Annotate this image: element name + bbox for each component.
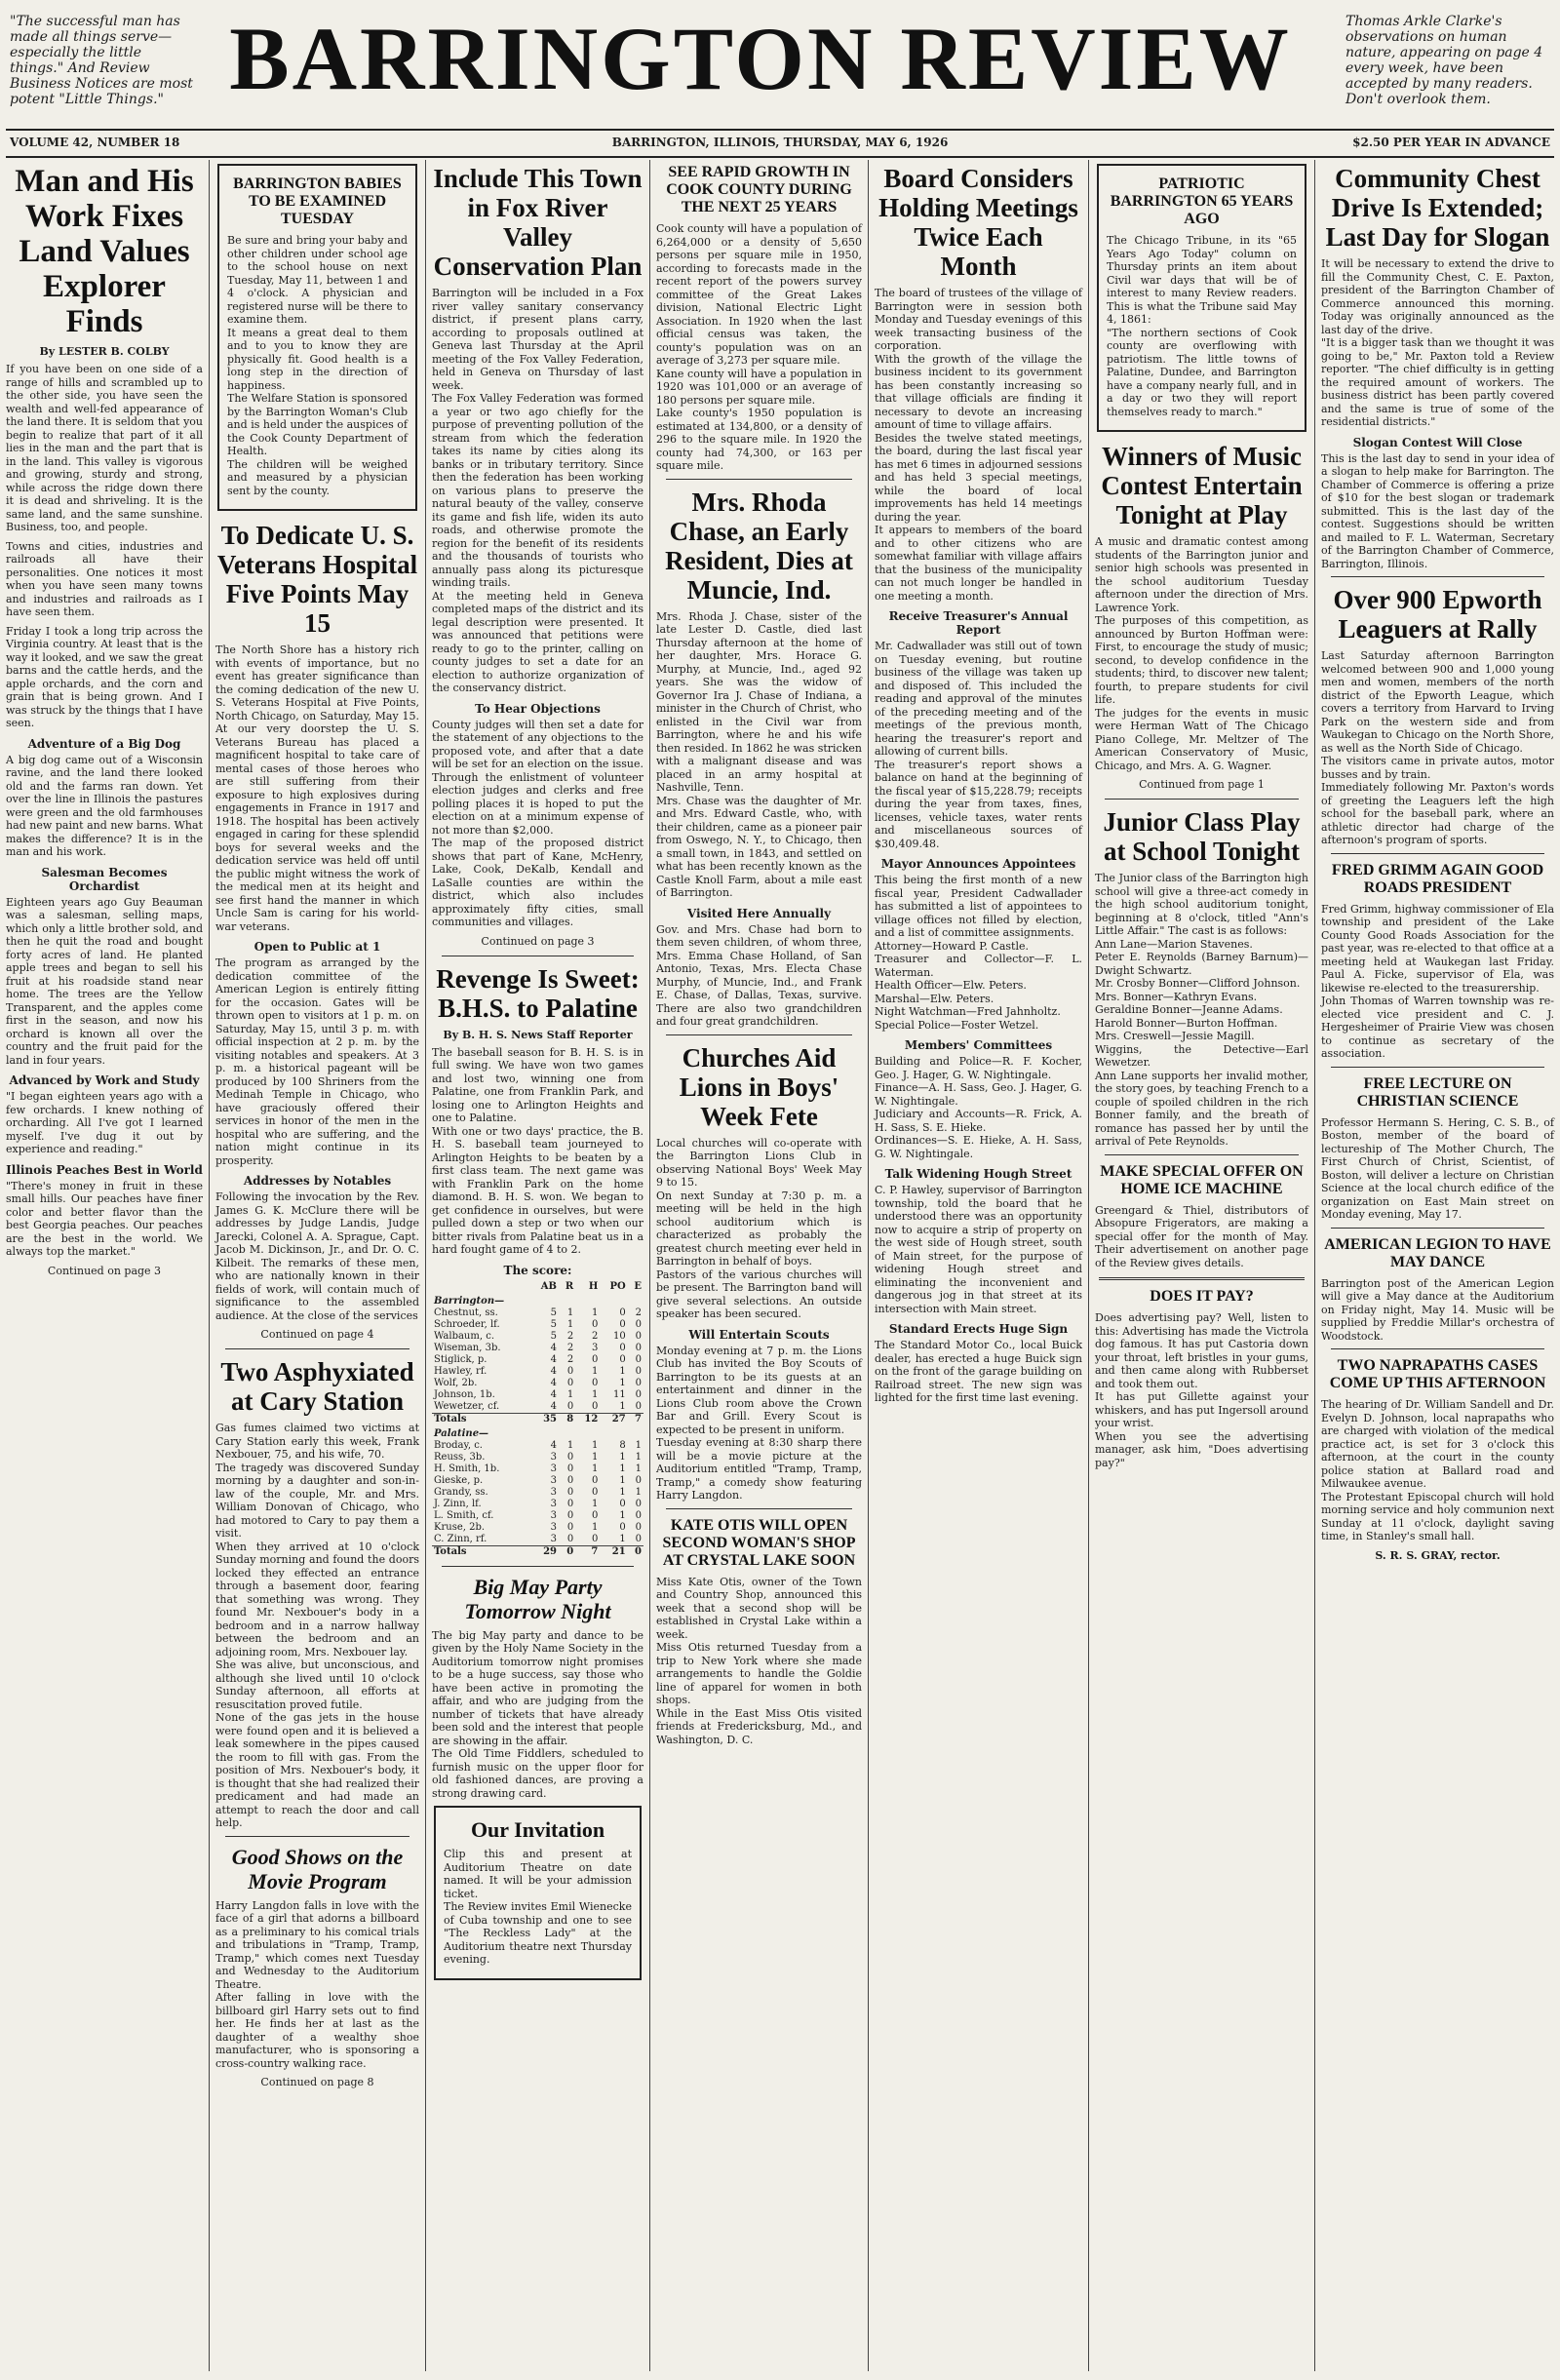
box-score-cell: 0	[635, 1365, 642, 1377]
box-score-cell: 12	[575, 1413, 600, 1425]
subheading: Visited Here Annually	[686, 906, 832, 920]
article-paragraph: The program as arranged by the dedication committee of the American Legion is entirely fitting for the occasion. Gates will be thrown open to visitors at 1 p. m. on Saturday, May 15, until 3 p. m. with official inspection at 2 p. m. by the visiting notables and speakers. At 3 p. m. a historical pageant will be produced by 100 Shriners from the Medinah Temple in Chicago, who have graciously offered their services in honor of the men in the hospital who are suffering, and the nation might continue in its prosperity.	[215, 956, 419, 1167]
totals-row	[432, 1413, 644, 1425]
box-score-cell: 0	[566, 1365, 574, 1377]
box-score-cell: 0	[619, 1342, 626, 1353]
player-row	[432, 1331, 644, 1343]
box-score-cell: 0	[591, 1400, 599, 1412]
team-name: Barrington—	[434, 1295, 505, 1307]
box-score-cell: 1	[619, 1365, 626, 1377]
article-paragraph: Greengard & Thiel, distributors of Absopure Frigerators, are making a special offer for the month of May. Their advertisement on another page of the Review gives details.	[1095, 1203, 1308, 1269]
box-score-cell: 3	[550, 1533, 557, 1544]
dateline-bar	[6, 129, 1554, 158]
article-paragraph: The board of trustees of the village of Barrington were in session both Monday and Tuesday evenings of this week transacting business of the corporation. With the growth of the village the business incident to its government has been constantly increasing so that village officials are finding it necessary to devote an increasing amount of time to village affairs. Besides the twelve stated meetings, the board, during the last fiscal year has met 6 times in adjourned sessions and has held 3 special meetings, while the board of local improvements has held 14 meetings during the year. It appears to members of the board and to other citizens who are somewhat familiar with village affairs that the business of the municipality can not much longer be handled in one meeting a month.	[875, 287, 1082, 603]
box-score-cell: 1	[635, 1486, 642, 1498]
subheading: Receive Treasurer's Annual Report	[888, 609, 1069, 637]
article-paragraph: C. P. Hawley, supervisor of Barrington township, told the board that he understood there was an opportunity now to acquire a strip of property on the west side of Hough street, south of Main street, for the purpose of widening Hough street and eliminating the inconvenient and dangerous jog in that street at its intersection with Main street.	[875, 1184, 1082, 1315]
article-paragraph: The Junior class of the Barrington high school will give a three-act comedy in the high school auditorium tonight, beginning at 8 o'clock, titled "Ann's Little Affair." The cast is as follows: Ann Lane—Marion Stavenes. Peter E. Reynolds (Barney Barnum)—Dwight Schwartz. Mr. Crosby Bonner—Clifford Johnson. Mrs. Bonner—Kathryn Evans. Geraldine Bonner—Jeanne Adams. Harold Bonner—Burton Hoffman. Mrs. Creswell—Jessie Magill. Wiggins, the Detective—Earl Wewetzer. Ann Lane supports her invalid mother, the story goes, by teaching French to a couple of spoiled children in the rich Bonner family, and the breath of romance has passed her by until the arrival of Pete Reynolds.	[1095, 872, 1308, 1148]
divider	[442, 1566, 634, 1567]
box-score-cell: 11	[612, 1388, 626, 1400]
box-score-cell: 0	[635, 1377, 642, 1388]
article-paragraph: It will be necessary to extend the drive to fill the Community Chest, C. E. Paxton, president of the Barrington Chamber of Commerce announced this morning. Today was originally announced as the last day of the drive. "It is a bigger task than we thought it was going to be," Mr. Paxton told a Review reporter. "The chief difficulty is in getting the required amount of workers. The business district has been partly covered and the same is true of some of the residential districts."	[1321, 257, 1554, 428]
article-paragraph: The Standard Motor Co., local Buick dealer, has erected a huge Buick sign on the front of the garage building on Railroad street. The new sign was lighted for the first time last evening.	[875, 1339, 1082, 1404]
headline-legion-dance: AMERICAN LEGION TO HAVE MAY DANCE	[1324, 1235, 1551, 1270]
box-score-cell: 0	[591, 1353, 599, 1365]
player-row	[432, 1499, 644, 1510]
box-score-cell: 1	[591, 1521, 599, 1533]
box-score-cell: 21	[600, 1545, 627, 1558]
byline: By B. H. S. News Staff Reporter	[443, 1028, 633, 1041]
box-score-cell: 2	[566, 1342, 574, 1353]
box-score-cell: 3	[550, 1451, 557, 1463]
box-score-cell: Walbaum, c.	[434, 1330, 494, 1342]
player-row	[432, 1366, 644, 1378]
team-name: Palatine—	[434, 1427, 489, 1439]
subscription-price: $2.50 PER YEAR IN ADVANCE	[1352, 136, 1550, 149]
box-score-cell: 0	[566, 1474, 574, 1486]
box-score-cell: 1	[619, 1451, 626, 1463]
box-score-cell: 2	[591, 1330, 599, 1342]
box-score-cell: 3	[550, 1463, 557, 1474]
headline-community-chest: Community Chest Drive Is Extended; Last Day for Slogan	[1325, 164, 1550, 252]
box-score-cell: 0	[566, 1498, 574, 1509]
player-row	[432, 1307, 644, 1319]
box-score-team-row	[432, 1425, 644, 1440]
box-score-caption: The score:	[503, 1263, 572, 1277]
headline-kate-otis: KATE OTIS WILL OPEN SECOND WOMAN'S SHOP AT CRYSTAL LAKE SOON	[662, 1516, 856, 1569]
column-1	[0, 160, 209, 2371]
subheading: Mayor Announces Appointees	[880, 857, 1076, 871]
box-score-cell: 0	[619, 1521, 626, 1533]
divider	[1331, 853, 1544, 854]
box-score-cell: 3	[550, 1521, 557, 1533]
article-paragraph: Eighteen years ago Guy Beauman was a salesman, selling maps, which only a little brother sold, and then he quit the road and bought forty acres of land. He planted apple trees and began to sell his fruit at his roadside stand near home. The trees are the Yellow Transparent, and the apples come first in the season, and now his orchard is known all over the country and the fruit paid for the land in four years.	[6, 895, 203, 1067]
subheading: Slogan Contest Will Close	[1352, 435, 1523, 449]
totals-row	[432, 1545, 644, 1558]
article-paragraph: Towns and cities, industries and railroads all have their personalities. One notices it most when you have seen many towns and industries and railroads as I have seen them.	[6, 539, 203, 618]
article-paragraph: Friday I took a long trip across the Virginia country. At least that is the way it looked, and we saw the great barns and the cattle herds, and the apple orchards, and the corn and grain that is being grown. And I was struck by the things that I have seen.	[6, 624, 203, 729]
box-score-cell: 1	[566, 1388, 574, 1400]
box-text: Be sure and bring your baby and other children under school age to the school house on next Tuesday, May 11, between 1 and 4 o'clock. A physician and registered nurse will be there to examine them. It means a great deal to them and to you to know they are physically fit. Good health is a long step in the direction of happiness. The Welfare Station is sponsored by the Barrington Woman's Club and is held under the auspices of the Cook County Department of Health. The children will be weighed and measured by a physician sent by the county.	[227, 234, 408, 497]
article-paragraph: "There's money in fruit in these small hills. Our peaches have finer color and better flavor than the best Georgia peaches. Our peaches are the best in the world. We always top the market."	[6, 1179, 203, 1258]
box-score-cell: 3	[550, 1474, 557, 1486]
article-paragraph: This being the first month of a new fiscal year, President Cadwallader has submitted a list of appointees to village offices not filled by election, and a list of committee assignments. Attorney—Howard P. Castle. Treasurer and Collector—F. L. Waterman. Health Officer—Elw. Peters. Marshal—Elw. Peters. Night Watchman—Fred Jahnholtz. Special Police—Foster Wetzel.	[875, 874, 1082, 1032]
player-row	[432, 1319, 644, 1331]
box-score-cell: 3	[550, 1498, 557, 1509]
box-score-cell: 5	[550, 1307, 557, 1318]
subheading: Standard Erects Huge Sign	[888, 1322, 1069, 1336]
article-paragraph: Barrington will be included in a Fox river valley sanitary conservancy district, if present plans carry, according to proposals outlined at Geneva last Thursday at the April meeting of the Fox Valley Federation, held in Geneva on Thursday of last week. The Fox Valley Federation was formed a year or two ago chiefly for the purpose of preventing pollution of the stream from which the federation takes its name by cities along its banks or in tributary territory. Since then the federation has been working on various plans to preserve the natural beauty of the valley, conserve its game and fish life, widen its auto roads, and otherwise promote the region for the benefit of its residents and the thousands of tourists who annually pass along its picturesque winding trails. At the meeting held in Geneva completed maps of the district and its legal description were presented. It was announced that petitions were ready to go to the printer, calling on county judges to set a date for an election to authorize organization of the conservancy district.	[432, 287, 644, 694]
box-score-cell: Broday, c.	[434, 1439, 483, 1451]
subheading: Adventure of a Big Dog	[27, 736, 181, 751]
box-score-body	[432, 1293, 644, 1558]
article-paragraph: Gov. and Mrs. Chase had born to them seven children, of whom three, Mrs. Emma Chase Holland, of San Antonio, Texas, Mrs. Electa Chase Murphy, of Muncie, Ind., and Frank E. Chase, of Dallas, Texas, survive. There are also two grandchildren and four great grandchildren.	[656, 922, 862, 1028]
right-ear-note: Thomas Arkle Clarke's observations on human nature, appearing on page 4 every week, have been accepted by many readers. Don't overlook them.	[1346, 14, 1543, 107]
box-score-cell: 29	[531, 1545, 559, 1558]
box-score-cell: 4	[550, 1400, 557, 1412]
box-score-cell: 0	[635, 1400, 642, 1412]
article-paragraph: The baseball season for B. H. S. is in full swing. We have won two games and lost two, winning one from Palatine, one from Franklin Park, and losing one to Arlington Heights and one to Palatine. With one or two days' practice, the B. H. S. baseball team journeyed to Arlington Heights to be beaten by a first class team. The next game was with Franklin Park on the home diamond. B. H. S. won. We began to get confidence in ourselves, but were pulled down a step or two when our bitter rivals from Palatine beat us in a hard fought game of 4 to 2.	[432, 1045, 644, 1256]
player-row	[432, 1534, 644, 1546]
box-score-cell: Kruse, 2b.	[434, 1521, 486, 1533]
newspaper-title: BARRINGTON REVIEW	[229, 9, 1292, 108]
headline-may-party: Big May Party Tomorrow Night	[464, 1574, 611, 1623]
box-score-cell: 0	[566, 1451, 574, 1463]
box-score-cell: Hawley, rf.	[434, 1365, 488, 1377]
divider	[666, 1508, 852, 1509]
box-score-cell: 0	[635, 1353, 642, 1365]
box-title: BARRINGTON BABIES TO BE EXAMINED TUESDAY	[233, 176, 402, 227]
box-score-cell: 0	[619, 1353, 626, 1365]
box-score-cell: 0	[635, 1474, 642, 1486]
box-score-cell: 35	[531, 1413, 559, 1425]
box-score-cell: 4	[550, 1439, 557, 1451]
box-score-cell: 1	[591, 1307, 599, 1318]
box-score-cell: 2	[635, 1307, 642, 1318]
box-score-cell: Stiglick, p.	[434, 1353, 488, 1365]
column-5	[868, 160, 1088, 2371]
box-title: PATRIOTIC BARRINGTON 65 YEARS AGO	[1110, 176, 1294, 227]
player-row	[432, 1440, 644, 1452]
article-paragraph: County judges will then set a date for the statement of any objections to the proposed vote, and after that a date will be set for an election on the issue. Through the enlistment of volunteer election judges and clerks and free polling places it is hoped to put the election on at a minimum expense of not more than $2,000. The map of the proposed district shows that part of Kane, McHenry, Lake, Cook, DeKalb, Kendall and LaSalle counties are within the district, which also includes approximately fifty cities, small communities and villages.	[432, 718, 644, 928]
box-score-cell: 0	[635, 1509, 642, 1521]
divider	[1099, 1277, 1305, 1280]
box-score-column-header: R	[565, 1280, 574, 1292]
box-score-cell: 0	[635, 1533, 642, 1544]
article-paragraph: Professor Hermann S. Hering, C. S. B., of Boston, member of the board of lectureship of The Mother Church, The First Church of Christ, Scientist, of Boston, will deliver a lecture on Christian Science at the local church edifice of the organization on East Main street on Monday evening, May 17.	[1321, 1115, 1554, 1221]
box-score-cell: 0	[635, 1318, 642, 1330]
box-score-cell: 0	[619, 1498, 626, 1509]
box-score-cell: Wolf, 2b.	[434, 1377, 478, 1388]
box-score-column-header	[432, 1281, 531, 1293]
box-score-cell: 7	[575, 1545, 600, 1558]
box-score-cell: 1	[591, 1463, 599, 1474]
box-score-cell: 1	[619, 1474, 626, 1486]
headline-churches-lions: Churches Aid Lions in Boys' Week Fete	[679, 1042, 839, 1131]
player-row	[432, 1354, 644, 1366]
column-3	[425, 160, 649, 2371]
headline-rhoda-chase: Mrs. Rhoda Chase, an Early Resident, Dies at Muncie, Ind.	[665, 487, 853, 605]
box-score-team-row	[432, 1293, 644, 1307]
column-2	[209, 160, 425, 2371]
box-score-cell: 1	[635, 1463, 642, 1474]
headline-board-meetings: Board Considers Holding Meetings Twice Each Month	[878, 164, 1078, 281]
article-paragraph: Miss Kate Otis, owner of the Town and Country Shop, announced this week that a second shop will be established in Crystal Lake within a week. Miss Otis returned Tuesday from a trip to New York where she made arrangements to handle the Goldie line of apparel for women in both shops. While in the East Miss Otis visited friends at Fredericksburg, Md., and Washington, D. C.	[656, 1575, 862, 1746]
box-score-cell: 1	[591, 1451, 599, 1463]
article-paragraph: The big May party and dance to be given by the Holy Name Society in the Auditorium tomorrow night promises to be a huge success, say those who have been active in promoting the affair, and who are judging from the number of tickets that have already been sold and the interest that people are showing in the affair. The Old Time Fiddlers, scheduled to furnish music on the upper floor for old fashioned dances, are proving a strong drawing card.	[432, 1628, 644, 1800]
box-score-cell: Gieske, p.	[434, 1474, 484, 1486]
headline-naprapaths: TWO NAPRAPATHS CASES COME UP THIS AFTERNOON	[1329, 1357, 1546, 1391]
byline: By LESTER B. COLBY	[39, 345, 170, 358]
article-paragraph: "I began eighteen years ago with a few orchards. I knew nothing of orcharding. All I've got I learned myself. I've dug it out by experience and reading."	[6, 1090, 203, 1155]
article-paragraph: A music and dramatic contest among students of the Barrington junior and senior high schools was presented in the school auditorium Tuesday afternoon under the direction of Mrs. Lawrence York. The purposes of this competition, as announced by Burton Hoffman were: First, to encourage the study of music; second, to develop confidence in the students; third, to discover new talent; fourth, to prepare students for civil life. The judges for the events in music were Herman Watt of The Chicago Piano College, Mr. Meltzer of The American Conservatory of Music, Chicago, and Mrs. A. G. Wagner.	[1095, 535, 1308, 772]
player-row	[432, 1389, 644, 1401]
box-score-cell: 3	[550, 1486, 557, 1498]
player-row	[432, 1475, 644, 1487]
box-score-cell: Chestnut, ss.	[434, 1307, 498, 1318]
volume-number: VOLUME 42, NUMBER 18	[10, 136, 180, 149]
baseball-box-score	[432, 1281, 644, 1558]
box-score-cell: 0	[559, 1545, 575, 1558]
box-score-cell: 3	[591, 1342, 599, 1353]
box-score-cell: 0	[591, 1377, 599, 1388]
player-row	[432, 1378, 644, 1389]
box-score-cell: Totals	[432, 1413, 531, 1425]
divider	[1105, 1154, 1299, 1155]
box-score-cell: 2	[566, 1330, 574, 1342]
box-score-cell: 0	[591, 1474, 599, 1486]
article-paragraph: Mrs. Rhoda J. Chase, sister of the late Lester D. Castle, died last Thursday afternoon at the home of her daughter, Mrs. Horace G. Murphy, at Muncie, Ind., aged 92 years. She was the widow of Governor Ira J. Chase of Indiana, a minister in the Church of Christ, who enlisted in the Civil war from Barrington, where he and his wife then resided. In 1862 he was stricken with a malignant disease and was placed in an army hospital at Nashville, Tenn. Mrs. Chase was the daughter of Mr. and Mrs. Edward Castle, who, with their children, came as a pioneer pair from Oswego, N. Y., to Chicago, then a small town, in 1843, and settled on what has been recently known as the Castle Knoll Farm, about a mile east of Barrington.	[656, 609, 862, 899]
divider	[1331, 1348, 1544, 1349]
article-paragraph: Last Saturday afternoon Barrington welcomed between 900 and 1,000 young men and women, members of the north district of the Epworth League, which covers a territory from Harvard to Irving Park on the western side and from Waukegan to Chicago on the North Shore, as well as the North Side of Chicago. The visitors came in private autos, motor busses and by train. Immediately following Mr. Paxton's words of greeting the Leaguers left the high school for the baseball park, where an athletic director had charge of the afternoon's program of sports.	[1321, 649, 1554, 846]
headline-bhs-palatine: Revenge Is Sweet: B.H.S. to Palatine	[436, 963, 640, 1023]
box-score-cell: 4	[550, 1353, 557, 1365]
headline-movie-program: Good Shows on the Movie Program	[231, 1844, 404, 1893]
box-score-cell: 27	[600, 1413, 627, 1425]
box-score-cell: 1	[619, 1377, 626, 1388]
box-score-cell: 0	[619, 1318, 626, 1330]
box-score-cell: 1	[591, 1365, 599, 1377]
article-paragraph: Mr. Cadwallader was still out of town on Tuesday evening, but routine business of the village was taken up and disposed of. This included the reading and approval of the minutes of the preceding meeting and of the meetings of the previous month, hearing the treasurer's report and allowing of current bills. The treasurer's report shows a balance on hand at the beginning of the fiscal year of $15,228.79; receipts during the year from taxes, fines, licenses, vehicle taxes, water rents and miscellaneous sources of $30,409.48.	[875, 640, 1082, 850]
headline-christian-science: FREE LECTURE ON CHRISTIAN SCIENCE	[1356, 1074, 1519, 1110]
box-score-cell: 7	[628, 1413, 644, 1425]
box-score-cell: 10	[612, 1330, 626, 1342]
box-score-cell: 1	[635, 1439, 642, 1451]
article-paragraph: Fred Grimm, highway commissioner of Ela township and president of the Lake County Good Roads Association for the past year, was re-elected to that office at a meeting held at Waukegan last Friday. Paul A. Ficke, supervisor of Ela, was likewise re-elected to the treasurership. John Thomas of Warren township was re-elected vice president and C. J. Hergesheimer of Prairie View was chosen to continue as secretary of the association.	[1321, 902, 1555, 1060]
box-score-column-header: AB	[540, 1280, 557, 1292]
subheading: Will Entertain Scouts	[688, 1327, 830, 1342]
box-score-cell: 4	[550, 1342, 557, 1353]
box-score-column-header: H	[588, 1280, 599, 1292]
box-score-cell: 0	[566, 1463, 574, 1474]
headline-ice-machine: MAKE SPECIAL OFFER ON HOME ICE MACHINE	[1100, 1162, 1304, 1197]
column-4	[649, 160, 868, 2371]
box-score-cell: 0	[566, 1486, 574, 1498]
divider	[225, 1836, 410, 1837]
divider	[225, 1348, 410, 1349]
box-score-cell: 8	[619, 1439, 626, 1451]
player-row	[432, 1522, 644, 1534]
invitation-box	[434, 1806, 642, 1980]
headline-asphyxiated: Two Asphyxiated at Cary Station	[220, 1357, 414, 1416]
player-row	[432, 1452, 644, 1463]
box-score-cell: 2	[566, 1353, 574, 1365]
box-score-cell: C. Zinn, rf.	[434, 1533, 488, 1544]
article-paragraph: If you have been on one side of a range of hills and scrambled up to the other side, you have seen the wealth and well-fed appearance of the land there. It is seldom that you begin to realize that part of it all lies in the man and the part that is in the land. This valley is vigorous and growing, sturdy and strong, while across the ridge down there it is dead and shriveling. It is the same land, and the same sunshine. Business, too, and people.	[6, 363, 203, 533]
subheading: Salesman Becomes Orchardist	[41, 865, 168, 893]
box-score-cell: Schroeder, lf.	[434, 1318, 500, 1330]
box-score-cell: 1	[619, 1533, 626, 1544]
signature: S. R. S. GRAY, rector.	[1375, 1548, 1501, 1562]
box-score-cell: 0	[566, 1377, 574, 1388]
box-score-cell: 1	[619, 1463, 626, 1474]
subheading: Illinois Peaches Best in World	[6, 1162, 203, 1177]
headline-junior-class-play: Junior Class Play at School Tonight	[1103, 807, 1301, 866]
box-score-cell: 0	[566, 1533, 574, 1544]
headline-epworth-leaguers: Over 900 Epworth Leaguers at Rally	[1333, 585, 1542, 644]
box-score-column-header: E	[634, 1280, 642, 1292]
article-paragraph: Building and Police—R. F. Kocher, Geo. J. Hager, G. W. Nightingale. Finance—A. H. Sass, Geo. J. Hager, G. W. Nightingale. Judiciary and Accounts—R. Frick, A. H. Sass, S. E. Hieke. Ordinances—S. E. Hieke, A. H. Sass, G. W. Nightingale.	[875, 1055, 1082, 1160]
article-paragraph: The North Shore has a history rich with events of importance, but no event has greater significance than the coming dedication of the new U. S. Veterans Hospital at Five Points, North Chicago, on Saturday, May 15. At our very doorstep the U. S. Veterans Bureau has placed a magnificent hospital to take care of mental cases of those heroes who are still suffering from their exposure to high explosives during engagements in France in 1917 and 1918. The hospital has been actively engaged in caring for these splendid boys for several weeks and the dedication service was held off until the public might witness the work of the medical men at its height and see first hand the manner in which Uncle Sam is caring for his world-war veterans.	[215, 644, 419, 933]
box-score-column-header: PO	[609, 1280, 626, 1292]
article-paragraph: Local churches will co-operate with the Barrington Lions Club in observing National Boys' Week May 9 to 15. On next Sunday at 7:30 p. m. a meeting will be held in the high school auditorium which is characterized as probably the greatest church meeting ever held in Barrington in behalf of boys. Pastors of the various churches will be present. The Barrington band will give several selections. An outside speaker has been secured.	[656, 1136, 862, 1320]
box-score-cell: J. Zinn, lf.	[434, 1498, 482, 1509]
article-paragraph: Does advertising pay? Well, listen to this: Advertising has made the Victrola dog famous. It has put Castoria down your throat, left bristles in your gums, and then came along with Rubberset and took them out. It has put Gillette against your whiskers, and has put Ingersoll around your wrist. When you see the advertising manager, ask him, "Does advertising pay?"	[1095, 1311, 1308, 1469]
subheading: Advanced by Work and Study	[9, 1073, 200, 1087]
box-score-cell: 0	[635, 1330, 642, 1342]
continued-note: Continued on page 4	[260, 1328, 374, 1341]
box-score-cell: 1	[619, 1509, 626, 1521]
divider	[1331, 576, 1544, 577]
box-score-cell: 1	[566, 1307, 574, 1318]
headline-land-values: Man and His Work Fixes Land Values Explorer Finds	[15, 164, 194, 339]
box-score-cell: Wewetzer, cf.	[434, 1400, 500, 1412]
box-score-cell: 4	[550, 1365, 557, 1377]
headline-fox-river-valley: Include This Town in Fox River Valley Conservation Plan	[433, 164, 643, 281]
box-score-cell: 0	[619, 1307, 626, 1318]
player-row	[432, 1510, 644, 1522]
box-score-cell: Grandy, ss.	[434, 1486, 488, 1498]
box-score-cell: 1	[591, 1439, 599, 1451]
box-score-cell: 5	[550, 1330, 557, 1342]
player-row	[432, 1343, 644, 1354]
subheading: Members' Committees	[904, 1038, 1053, 1052]
box-score-cell: 0	[566, 1509, 574, 1521]
headline-music-contest: Winners of Music Contest Entertain Tonight at Play	[1101, 442, 1303, 529]
box-score-cell: 5	[550, 1318, 557, 1330]
box-score-cell: Wiseman, 3b.	[434, 1342, 501, 1353]
box-score-cell: Totals	[432, 1545, 531, 1558]
box-score-cell: Johnson, 1b.	[434, 1388, 495, 1400]
box-score-cell: 1	[566, 1439, 574, 1451]
article-paragraph: The hearing of Dr. William Sandell and Dr. Evelyn D. Johnson, local naprapaths who are charged with violation of the medical practice act, is set for 3 o'clock this afternoon, at the court in the county police station at Ballard road and Milwaukee avenue. The Protestant Episcopal church will hold morning service and holy communion next Sunday at 11 o'clock, daylight saving time, in Stanley's small hall.	[1321, 1398, 1554, 1542]
box-score-cell: 0	[635, 1521, 642, 1533]
box-score-cell: 0	[566, 1400, 574, 1412]
article-paragraph: Monday evening at 7 p. m. the Lions Club has invited the Boy Scouts of Barrington to be its guests at an entertainment and dinner in the Lions Club room above the Crown Bar and Grill. Every Scout is expected to be present in uniform. Tuesday evening at 8:30 sharp there will be a movie picture at the Auditorium entitled "Tramp, Tramp, Tramp," a comedy show featuring Harry Langdon.	[656, 1344, 862, 1502]
babies-exam-box	[217, 164, 417, 511]
box-score-cell: 0	[628, 1545, 644, 1558]
column-6	[1088, 160, 1314, 2371]
box-title: Our Invitation	[470, 1817, 605, 1842]
subheading: Talk Widening Hough Street	[884, 1167, 1072, 1181]
headline-fred-grimm: FRED GRIMM AGAIN GOOD ROADS PRESIDENT	[1331, 861, 1544, 896]
box-score-cell: 0	[566, 1521, 574, 1533]
article-paragraph: Barrington post of the American Legion will give a May dance at the Auditorium on Friday night, May 14. Music will be supplied by Freddie Millar's orchestra of Woodstock.	[1321, 1276, 1554, 1343]
article-paragraph: Gas fumes claimed two victims at Cary Station early this week, Frank Nexbouer, 75, and his wife, 70. The tragedy was discovered Sunday morning by a daughter and son-in-law of the couple, Mr. and Mrs. William Donovan of Chicago, who had motored to Cary to pay them a visit. When they arrived at 10 o'clock Sunday morning and found the doors locked they effected an entrance through a basement door, fearing that something was wrong. They found Mr. Nexbouer's body in a bedroom and in a narrow hallway between the bedroom and an adjoining room, Mrs. Nexbouer lay. She was alive, but unconscious, and although she lived until 10 o'clock Sunday afternoon, all efforts at resuscitation proved futile. None of the gas jets in the house were found open and it is believed a leak somewhere in the pipes caused the room to fill with gas. From the position of Mrs. Nexbouer's body, it is thought that she had realized their predicament and had made an attempt to reach the door and call help.	[215, 1422, 419, 1829]
divider	[666, 1034, 852, 1035]
continued-note: Continued on page 3	[481, 934, 595, 948]
headline-cook-county-growth: SEE RAPID GROWTH IN COOK COUNTY DURING THE NEXT 25 YEARS	[666, 164, 852, 215]
player-row	[432, 1463, 644, 1475]
divider	[1105, 799, 1299, 800]
box-score-cell: 1	[619, 1486, 626, 1498]
box-score-cell: 1	[635, 1451, 642, 1463]
divider	[1331, 1067, 1544, 1068]
divider	[1331, 1228, 1544, 1229]
box-score-cell: L. Smith, cf.	[434, 1509, 494, 1521]
article-paragraph: Harry Langdon falls in love with the face of a girl that adorns a billboard as a preliminary to his comical trials and tribulations in "Tramp, Tramp, Tramp," which comes next Tuesday and Wednesday to the Auditorium Theatre. After falling in love with the billboard girl Harry sets out to find her. He finds her at last as the daughter of a wealthy shoe manufacturer, who is sponsoring a cross-country walking race.	[215, 1898, 419, 2070]
article-paragraph: Following the invocation by the Rev. James G. K. McClure there will be addresses by Judge Landis, Judge Jarecki, Colonel A. A. Sprague, Capt. Jacob M. Dickinson, Jr., and Dr. O. C. Kilbeit. The remarks of these men, who are nationally known in their fields of work, will contain much of significance to the assembled audience. At the close of the services	[215, 1190, 419, 1322]
column-7	[1314, 160, 1560, 2371]
box-score-cell: 4	[550, 1377, 557, 1388]
subheading: Open to Public at 1	[254, 940, 381, 954]
player-row	[432, 1401, 644, 1414]
continued-note: Continued on page 3	[47, 1264, 162, 1277]
article-paragraph: Cook county will have a population of 6,264,000 or a density of 5,650 persons per square mile in 1950, according to forecasts made in the recent report of the powers survey committee of the Great Lakes division, National Electric Light Association. In 1920 when the last official census was taken, the county's population was on an average of 3,273 per square mile. Kane county will have a population in 1920 was 101,000 or an average of 180 persons per square mile. Lake county's 1950 population is estimated at 134,800, or a density of 296 to the square mile. In 1920 the county had 74,300, or 163 per square mile.	[656, 222, 862, 472]
box-score-cell: 0	[635, 1498, 642, 1509]
box-score-cell: 3	[550, 1509, 557, 1521]
box-score-cell: Reuss, 3b.	[434, 1451, 486, 1463]
box-score-cell: 1	[591, 1388, 599, 1400]
headline-does-it-pay: DOES IT PAY?	[1150, 1288, 1254, 1305]
box-score-cell: 0	[591, 1533, 599, 1544]
subheading: To Hear Objections	[475, 701, 601, 716]
article-paragraph: A big dog came out of a Wisconsin ravine, and the land there looked old and the farms ran down. Yet over the line in Illinois the pastures were green and the old farmhouses had new paint and new barns. What makes the difference? It is in the man and his work.	[6, 753, 203, 858]
patriotic-barrington-box	[1097, 164, 1306, 432]
subheading: Addresses by Notables	[243, 1174, 392, 1188]
box-score-cell: 8	[559, 1413, 575, 1425]
box-score-cell: 1	[591, 1498, 599, 1509]
box-score-cell: 0	[635, 1342, 642, 1353]
box-score-cell: 0	[635, 1388, 642, 1400]
left-ear-note: "The successful man has made all things serve—especially the little things." And Review Business Notices are most potent "Little Things."	[10, 14, 193, 107]
issue-date: BARRINGTON, ILLINOIS, THURSDAY, MAY 6, 1926	[611, 136, 949, 149]
player-row	[432, 1487, 644, 1499]
box-score-cell: 1	[566, 1318, 574, 1330]
continued-note: Continued from page 1	[1139, 778, 1265, 791]
box-score-cell: 0	[591, 1509, 599, 1521]
box-text: Clip this and present at Auditorium Theatre on date named. It will be your admission ticket. The Review invites Emil Wienecke of Cuba township and one to see "The Reckless Lady" at the Auditorium theatre next Thursday evening.	[444, 1848, 632, 1966]
continued-note: Continued on page 8	[260, 2076, 374, 2088]
article-paragraph: This is the last day to send in your idea of a slogan to help make for Barrington. The Chamber of Commerce is offering a prize of $10 for the best slogan or trademark submitted. This is the last day of the contest. Suggestions should be written and mailed to F. L. Waterman, Secretary of the Barrington Chamber of Commerce, Barrington, Illinois.	[1321, 451, 1554, 570]
box-score-cell: 0	[591, 1486, 599, 1498]
box-score-header	[432, 1281, 644, 1293]
divider	[666, 479, 852, 480]
box-text: The Chicago Tribune, in its "65 Years Ago Today" column on Thursday prints an item about Civil war days that will be of interest to many Review readers. This is what the Tribune said May 4, 1861: "The northern sections of Cook county are overflowing with patriotism. The little towns of Palatine, Dundee, and Barrington have a company nearly full, and in a day or two they will report themselves ready to march."	[1107, 234, 1297, 418]
headline-veterans-hospital: To Dedicate U. S. Veterans Hospital Five Points May 15	[216, 521, 418, 638]
box-score-cell: 0	[591, 1318, 599, 1330]
box-score-cell: 1	[619, 1400, 626, 1412]
box-score-cell: 4	[550, 1388, 557, 1400]
masthead	[0, 0, 1560, 166]
box-score-cell: H. Smith, 1b.	[434, 1463, 500, 1474]
